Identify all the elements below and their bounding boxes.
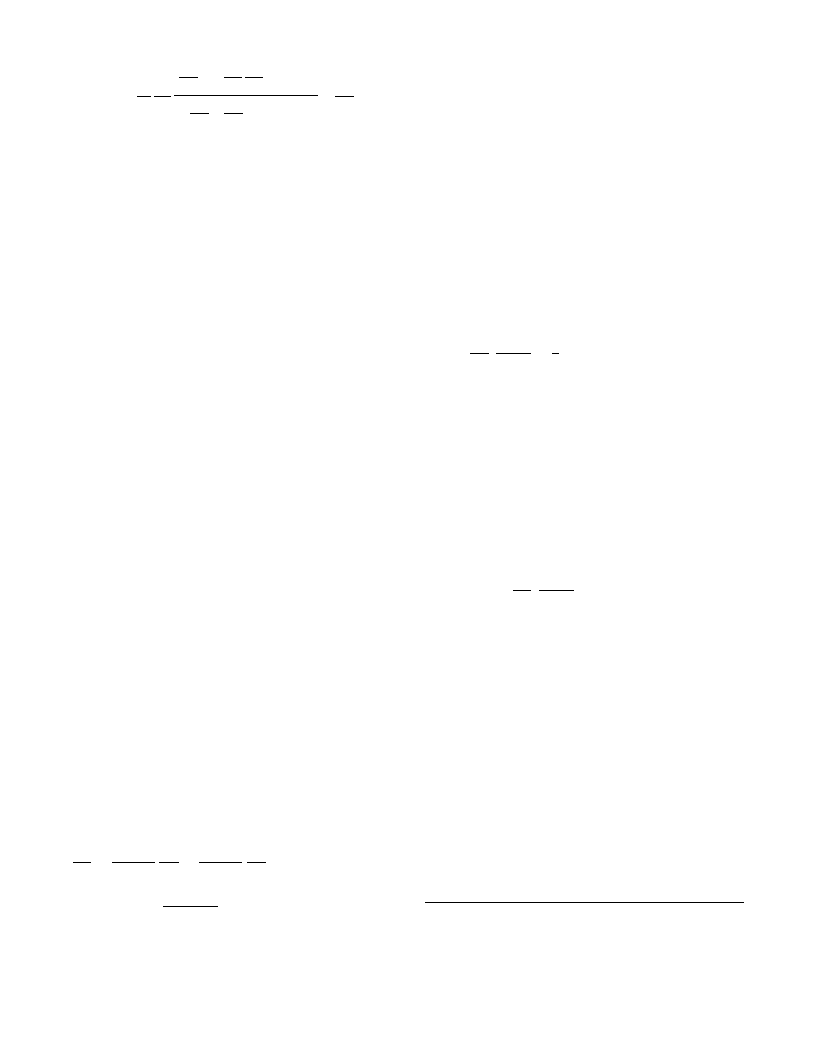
fraction-bar xyxy=(552,353,559,354)
fraction-bar xyxy=(159,862,179,863)
main-fraction-bar xyxy=(174,95,318,96)
fraction-bar xyxy=(112,862,155,863)
footnote-separator xyxy=(425,902,744,903)
fraction-bar xyxy=(247,862,266,863)
fraction-bar xyxy=(154,96,171,97)
fraction-bar xyxy=(224,77,242,78)
fraction-bar xyxy=(335,96,354,97)
fraction-bar xyxy=(496,353,531,354)
fraction-bar xyxy=(224,113,243,114)
fraction-bar xyxy=(163,906,218,907)
fraction-bar xyxy=(245,77,263,78)
fraction-bar xyxy=(513,590,531,591)
fraction-bar xyxy=(199,862,242,863)
fraction-bar xyxy=(179,77,198,78)
fraction-bar xyxy=(470,353,489,354)
fraction-bar xyxy=(190,113,209,114)
fraction-bar xyxy=(539,590,574,591)
fraction-bar xyxy=(73,862,91,863)
fraction-bar xyxy=(137,96,151,97)
